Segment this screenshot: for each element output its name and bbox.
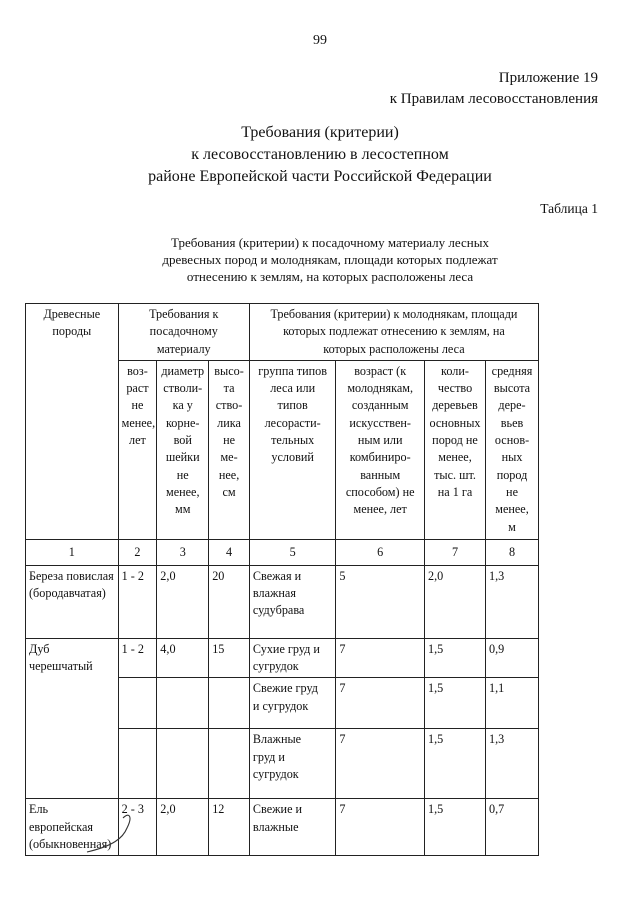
text-line: материалу xyxy=(156,341,211,356)
tree-count-cell: 1,5 xyxy=(424,729,485,799)
header-species xyxy=(26,304,119,540)
text-line: (обыкновенная) xyxy=(29,837,112,852)
table-row xyxy=(26,799,539,856)
text-line: искусствен- xyxy=(349,415,411,430)
text-line: не xyxy=(506,484,518,499)
text-line: ных xyxy=(501,450,523,465)
text-line: высо- xyxy=(214,363,244,378)
text-line: не xyxy=(176,467,189,482)
text-line: условий xyxy=(271,450,314,465)
column-number: 5 xyxy=(249,539,336,565)
text-line: пород xyxy=(496,467,528,482)
requirements-table xyxy=(25,303,539,856)
text-line: породы xyxy=(52,324,92,339)
text-line: ным или xyxy=(357,433,403,448)
text-line: которых расположены леса xyxy=(323,341,465,356)
young-age-cell: 5 xyxy=(336,565,425,638)
table-row xyxy=(26,565,539,638)
age-cell: 1 - 2 xyxy=(118,638,157,678)
annex-line-1: Приложение 19 xyxy=(498,70,598,86)
text-line: ка у xyxy=(172,398,193,413)
column-number: 1 xyxy=(26,539,119,565)
diameter-cell: 2,0 xyxy=(157,799,209,856)
text-line: груд и xyxy=(252,749,285,764)
text-line: нее, xyxy=(218,467,240,482)
text-line: тыс. шт. xyxy=(434,467,476,482)
text-line: Свежие и xyxy=(252,802,303,817)
column-number: 6 xyxy=(336,539,425,565)
header-diameter xyxy=(157,360,209,539)
text-line: (бородавчатая) xyxy=(29,586,106,601)
avg-height-cell: 0,9 xyxy=(486,638,539,678)
height-cell: 20 xyxy=(209,565,250,638)
text-line: не xyxy=(131,398,144,413)
age-cell: 2 - 3 xyxy=(118,799,157,856)
empty-cell xyxy=(209,678,250,729)
caption-line-1: Требования (критерии) к посадочному материалу лесных xyxy=(171,235,489,250)
text-line: менее, xyxy=(165,484,200,499)
text-line: лика xyxy=(217,415,241,430)
text-line: молоднякам, xyxy=(347,381,414,396)
header-age xyxy=(118,360,157,539)
document-title xyxy=(0,122,640,188)
text-line: Древесные xyxy=(43,307,101,321)
forest-type-cell xyxy=(249,678,336,729)
header-avg-height xyxy=(486,360,539,539)
text-line: высота xyxy=(493,381,531,396)
age-cell: 1 - 2 xyxy=(118,565,157,638)
text-line: возраст (к xyxy=(354,363,407,378)
young-age-cell: 7 xyxy=(336,799,425,856)
annex-line-2: к Правилам лесовосстановления xyxy=(389,91,598,107)
column-number: 8 xyxy=(486,539,539,565)
forest-type-cell xyxy=(249,799,336,856)
text-line: деревьев xyxy=(432,398,478,413)
text-line: лет xyxy=(129,433,146,448)
avg-height-cell: 0,7 xyxy=(486,799,539,856)
text-line: корне- xyxy=(166,415,200,430)
header-tree-count xyxy=(424,360,485,539)
text-line: ме- xyxy=(220,450,238,465)
text-line: которых подлежат отнесению к землям, на xyxy=(283,324,505,339)
text-line: на 1 га xyxy=(437,484,473,499)
text-line: влажная xyxy=(252,586,296,601)
avg-height-cell: 1,1 xyxy=(486,678,539,729)
text-line: влажные xyxy=(252,819,299,834)
header-forest-type xyxy=(249,360,336,539)
text-line: вьев xyxy=(500,415,524,430)
text-line: стволи- xyxy=(163,381,203,396)
text-line: сугрудок xyxy=(252,659,299,674)
avg-height-cell: 1,3 xyxy=(486,565,539,638)
caption-line-2: древесных пород и молоднякам, площади которых подлежат xyxy=(162,252,498,267)
text-line: дере- xyxy=(498,398,526,413)
text-line: менее, лет xyxy=(353,502,407,517)
table-row xyxy=(26,638,539,678)
text-line: тельных xyxy=(271,433,315,448)
text-line: Дуб xyxy=(29,641,50,656)
tree-count-cell: 1,5 xyxy=(424,799,485,856)
text-line: см xyxy=(222,484,236,499)
forest-type-cell xyxy=(249,638,336,678)
text-line: судубрава xyxy=(252,603,305,618)
header-young-age xyxy=(336,360,425,539)
text-line: группа типов xyxy=(258,363,328,378)
page-number: 99 xyxy=(313,33,327,48)
text-line: Требования к xyxy=(149,307,219,321)
empty-cell xyxy=(209,729,250,799)
species-cell xyxy=(26,638,119,799)
text-line: диаметр xyxy=(161,363,205,378)
column-number: 2 xyxy=(118,539,157,565)
text-line: пород не xyxy=(432,433,478,448)
text-line: м xyxy=(508,519,516,534)
tree-count-cell: 1,5 xyxy=(424,678,485,729)
empty-cell xyxy=(118,678,157,729)
empty-cell xyxy=(157,729,209,799)
header-young-stands xyxy=(249,304,538,361)
text-line: раст xyxy=(126,381,149,396)
header-height xyxy=(209,360,250,539)
header-planting-material xyxy=(118,304,249,361)
caption-line-3: отнесению к землям, на которых расположены леса xyxy=(186,269,474,284)
text-line: ство- xyxy=(215,398,243,413)
avg-height-cell: 1,3 xyxy=(486,729,539,799)
text-line: сугрудок xyxy=(252,767,299,782)
young-age-cell: 7 xyxy=(336,638,425,678)
forest-type-cell xyxy=(249,729,336,799)
text-line: посадочному xyxy=(149,324,218,339)
height-cell: 12 xyxy=(209,799,250,856)
text-line: Свежая и xyxy=(252,568,302,583)
text-line: Требования (критерии) к молоднякам, площади xyxy=(270,307,518,321)
text-line: Сухие груд и xyxy=(252,641,320,656)
empty-cell xyxy=(157,678,209,729)
text-line: основ- xyxy=(494,433,530,448)
text-line: черешчатый xyxy=(29,659,93,674)
table-caption xyxy=(140,234,520,285)
text-line: способом) не xyxy=(345,484,415,499)
text-line: вой xyxy=(173,433,192,448)
column-number: 3 xyxy=(157,539,209,565)
young-age-cell: 7 xyxy=(336,678,425,729)
title-line-2: к лесовосстановлению в лесостепном xyxy=(191,146,449,163)
table-label: Таблица 1 xyxy=(540,201,598,216)
text-line: чество xyxy=(437,381,473,396)
text-line: Свежие груд xyxy=(252,681,318,696)
title-line-1: Требования (критерии) xyxy=(241,124,399,141)
height-cell: 15 xyxy=(209,638,250,678)
text-line: шейки xyxy=(165,450,200,465)
young-age-cell: 7 xyxy=(336,729,425,799)
species-cell xyxy=(26,799,119,856)
text-line: комбиниро- xyxy=(349,450,411,465)
text-line: воз- xyxy=(127,363,148,378)
text-line: средняя xyxy=(491,363,533,378)
text-line: не xyxy=(223,433,236,448)
empty-cell xyxy=(118,729,157,799)
text-line: Влажные xyxy=(252,732,302,747)
text-line: основных xyxy=(429,415,481,430)
column-number: 4 xyxy=(209,539,250,565)
text-line: менее, xyxy=(121,415,156,430)
text-line: Береза повислая xyxy=(29,568,114,583)
tree-count-cell: 2,0 xyxy=(424,565,485,638)
text-line: леса или xyxy=(270,381,316,396)
text-line: менее, xyxy=(438,450,472,465)
tree-count-cell: 1,5 xyxy=(424,638,485,678)
column-number: 7 xyxy=(424,539,485,565)
text-line: и сугрудок xyxy=(252,698,309,713)
text-line: ванным xyxy=(360,467,401,482)
text-line: созданным xyxy=(351,398,409,413)
forest-type-cell xyxy=(249,565,336,638)
text-line: Ель европейская xyxy=(29,802,93,834)
diameter-cell: 2,0 xyxy=(157,565,209,638)
diameter-cell: 4,0 xyxy=(157,638,209,678)
text-line: лесорасти- xyxy=(264,415,321,430)
text-line: мм xyxy=(175,502,191,517)
title-line-3: районе Европейской части Российской Федерации xyxy=(148,168,492,185)
text-line: менее, xyxy=(495,502,529,517)
annex-reference xyxy=(390,68,598,110)
text-line: коли- xyxy=(441,363,469,378)
species-cell xyxy=(26,565,119,638)
text-line: та xyxy=(223,381,235,396)
text-line: типов xyxy=(277,398,308,413)
